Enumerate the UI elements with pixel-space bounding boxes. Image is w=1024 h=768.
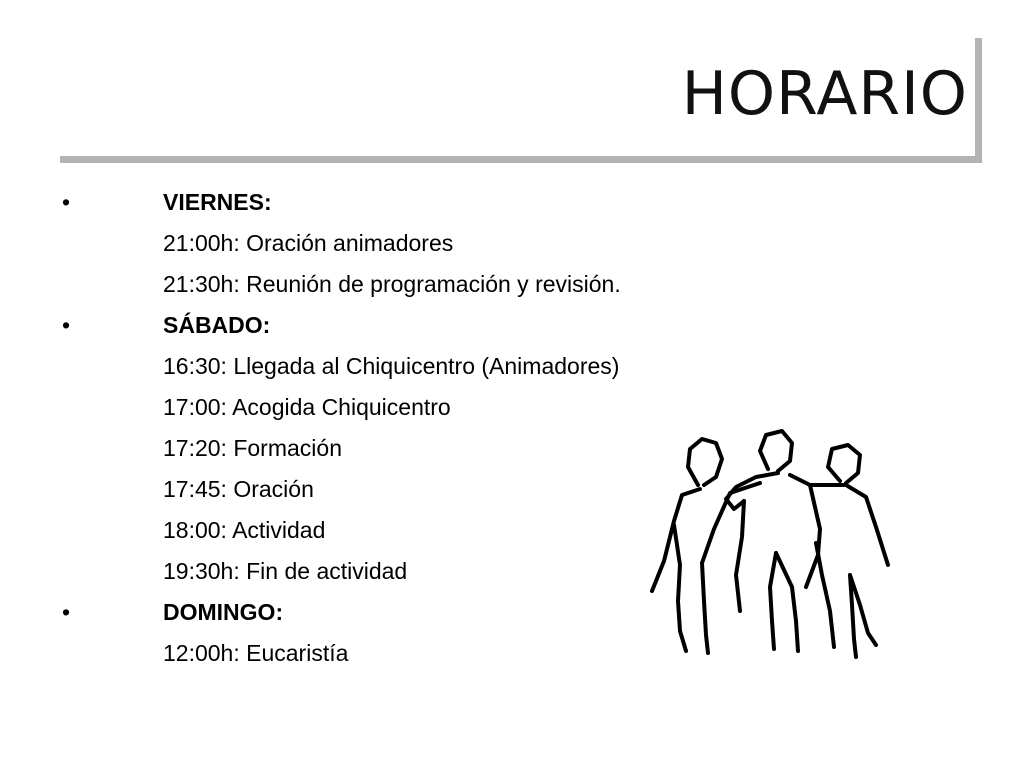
bullet: •: [62, 189, 71, 215]
day-row-viernes: [0, 182, 760, 223]
schedule-entry-text: 21:00h: Oración animadores: [163, 230, 454, 256]
schedule-entry-text: 16:30: Llegada al Chiquicentro (Animadores): [163, 353, 620, 379]
bullet: •: [62, 312, 71, 338]
page-title: HORARIO: [681, 59, 968, 129]
schedule-entry-text: 18:00: Actividad: [163, 517, 326, 543]
schedule-entry: [0, 346, 760, 387]
day-row-sabado: [0, 305, 760, 346]
title-underline: [60, 156, 982, 163]
schedule-entry: [0, 387, 760, 428]
bullet: •: [62, 599, 71, 625]
three-people-embracing-icon: [640, 425, 900, 660]
schedule-entry-text: 21:30h: Reunión de programación y revisión.: [163, 271, 621, 297]
day-label-domingo: DOMINGO:: [163, 599, 284, 625]
schedule-entry: [0, 223, 760, 264]
schedule-entry-text: 17:20: Formación: [163, 435, 342, 461]
schedule-entry-text: 17:00: Acogida Chiquicentro: [163, 394, 451, 420]
title-side-rule: [975, 38, 982, 163]
day-label-sabado: SÁBADO:: [163, 312, 271, 338]
schedule-entry-text: 19:30h: Fin de actividad: [163, 558, 408, 584]
schedule-entry-text: 17:45: Oración: [163, 476, 314, 502]
schedule-entry-text: 12:00h: Eucaristía: [163, 640, 349, 666]
schedule-entry: [0, 264, 760, 305]
day-label-viernes: VIERNES:: [163, 189, 272, 215]
